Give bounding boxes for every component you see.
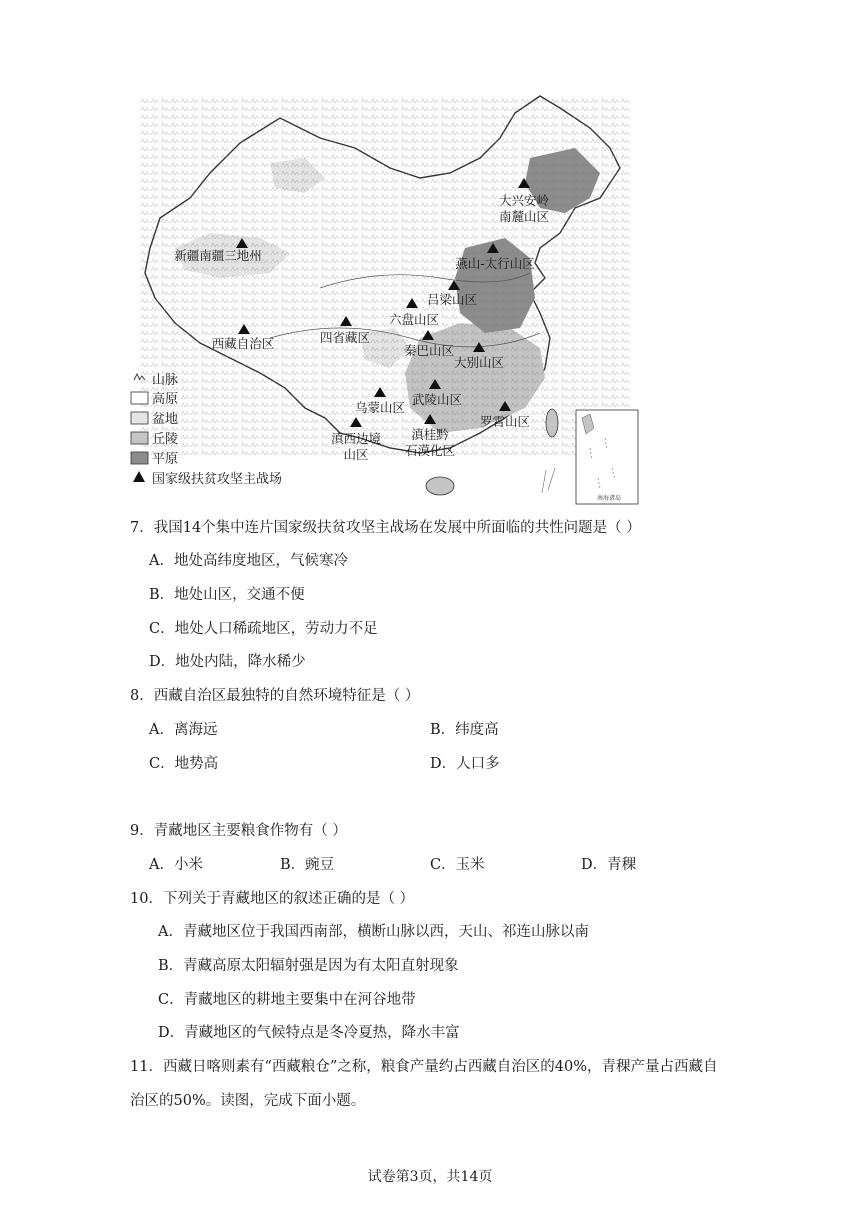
svg-text:秦巴山区: 秦巴山区: [403, 343, 455, 358]
question-9-stem: 9．青藏地区主要粮食作物有（ ）: [130, 823, 347, 839]
hainan-island: [426, 477, 454, 495]
question-7-option-a[interactable]: A．地处高纬度地区，气候寒冷: [149, 553, 348, 569]
question-7-stem: 7．我国14个集中连片国家级扶贫攻坚主战场在发展中所面临的共性问题是（ ）: [130, 520, 641, 536]
taiwan-island: [546, 409, 558, 437]
question-7-option-c[interactable]: C．地处人口稀疏地区，劳动力不足: [149, 621, 378, 637]
svg-text:六盘山区: 六盘山区: [388, 312, 440, 327]
question-11-stem-line1: 11．西藏日喀则素有“西藏粮仓”之称，粮食产量约占西藏自治区的40%，青稞产量占西藏自: [130, 1059, 718, 1075]
question-10-option-d[interactable]: D．青藏地区的气候特点是冬冷夏热，降水丰富: [158, 1025, 460, 1041]
svg-text:武陵山区: 武陵山区: [411, 392, 463, 407]
question-10-option-c[interactable]: C．青藏地区的耕地主要集中在河谷地带: [158, 992, 416, 1008]
page-footer: 试卷第3页，共14页: [367, 1169, 493, 1185]
china-poverty-map: [120, 88, 650, 508]
svg-text:石漠化区: 石漠化区: [404, 443, 456, 458]
question-8-stem: 8．西藏自治区最独特的自然环境特征是（ ）: [130, 688, 420, 704]
svg-text:滇桂黔: 滇桂黔: [411, 427, 449, 442]
svg-text:乌蒙山区: 乌蒙山区: [354, 400, 406, 415]
question-9-option-a[interactable]: A．小米: [149, 857, 203, 873]
question-7-option-d[interactable]: D．地处内陆，降水稀少: [149, 654, 306, 670]
question-7-option-b[interactable]: B．地处山区，交通不便: [149, 587, 305, 603]
svg-text:平原: 平原: [152, 452, 179, 467]
svg-text:山脉: 山脉: [152, 373, 179, 388]
triangle-icon: [133, 471, 145, 482]
svg-text:大别山区: 大别山区: [453, 355, 505, 370]
question-11-stem-line2: 治区的50%。读图，完成下面小题。: [130, 1093, 366, 1109]
question-10-option-b[interactable]: B．青藏高原太阳辐射强是因为有太阳直射现象: [158, 958, 459, 974]
svg-text:南麓山区: 南麓山区: [498, 209, 550, 224]
svg-text:滇西边境: 滇西边境: [330, 431, 382, 446]
question-10-stem: 10．下列关于青藏地区的叙述正确的是（ ）: [130, 891, 415, 907]
svg-text:盆地: 盆地: [152, 412, 179, 427]
svg-text:罗霄山区: 罗霄山区: [479, 414, 531, 429]
question-8-option-c[interactable]: C．地势高: [149, 756, 219, 772]
svg-text:燕山-太行山区: 燕山-太行山区: [455, 256, 535, 271]
svg-text:吕梁山区: 吕梁山区: [426, 292, 478, 307]
svg-text:丘陵: 丘陵: [152, 432, 179, 447]
svg-text:新疆南疆三地州: 新疆南疆三地州: [174, 248, 262, 263]
question-8-option-d[interactable]: D．人口多: [430, 756, 500, 772]
south-china-sea-inset: [576, 410, 638, 504]
question-8-option-b[interactable]: B．纬度高: [430, 722, 499, 738]
svg-text:大兴安岭: 大兴安岭: [498, 193, 550, 208]
svg-text:国家级扶贫攻坚主战场: 国家级扶贫攻坚主战场: [152, 472, 283, 487]
question-10-option-a[interactable]: A．青藏地区位于我国西南部，横断山脉以西，天山、祁连山脉以南: [158, 924, 589, 940]
svg-text:西藏自治区: 西藏自治区: [211, 336, 275, 351]
question-9-option-b[interactable]: B．豌豆: [280, 857, 335, 873]
svg-text:高原: 高原: [152, 392, 179, 407]
question-9-option-d[interactable]: D．青稞: [581, 857, 637, 873]
question-9-option-c[interactable]: C．玉米: [430, 857, 485, 873]
svg-text:四省藏区: 四省藏区: [319, 330, 371, 345]
question-8-option-a[interactable]: A．离海远: [149, 722, 218, 738]
svg-text:山区: 山区: [343, 447, 369, 462]
inset-label: 南海诸岛: [596, 495, 622, 502]
